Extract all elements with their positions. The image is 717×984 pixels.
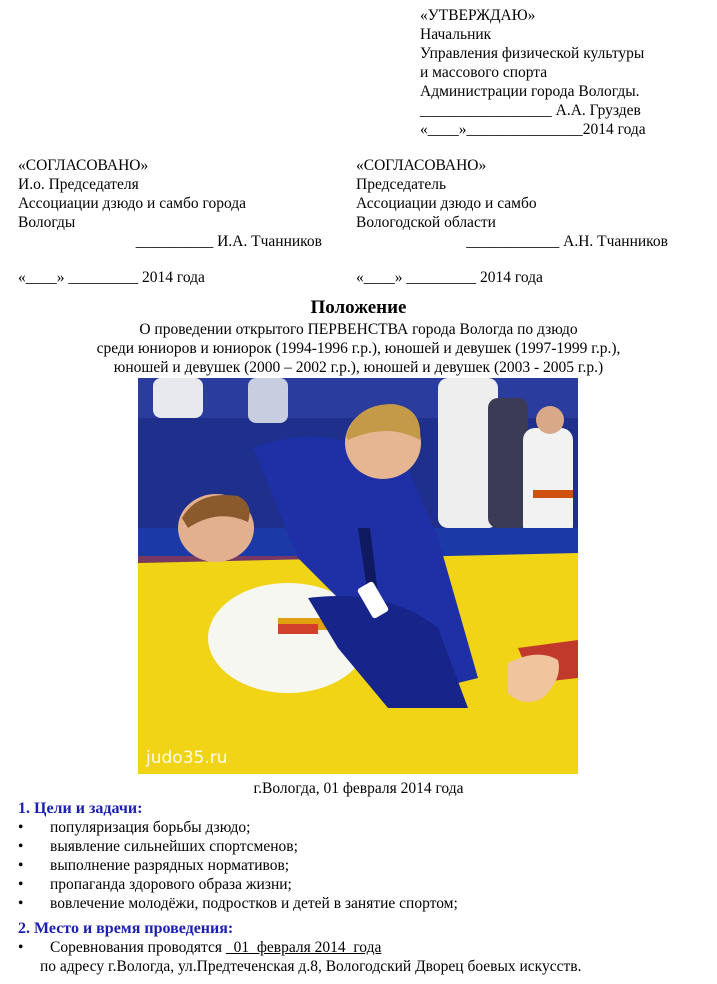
approve-line: Администрации города Вологды. — [420, 83, 640, 100]
agree-left-line: Вологды — [18, 214, 76, 231]
approve-line: Управления физической культуры — [420, 45, 645, 62]
bullet-icon: • — [18, 838, 24, 855]
approve-date: «____»_______________2014 года — [420, 121, 646, 138]
approve-signature: _________________ А.А. Груздев — [420, 102, 641, 119]
agree-right-signature: ____________ А.Н. Тчанников — [466, 233, 668, 250]
agree-right-line: Вологодской области — [356, 214, 496, 231]
bullet-icon: • — [18, 819, 24, 836]
approve-line: «УТВЕРЖДАЮ» — [420, 7, 536, 24]
place-time-list — [18, 938, 708, 957]
list-item — [18, 894, 708, 913]
agree-left-line: Ассоциации дзюдо и самбо города — [18, 195, 247, 212]
section-goals — [18, 799, 708, 913]
agree-right-line: Ассоциации дзюдо и самбо — [356, 195, 537, 212]
approve-line: и массового спорта — [420, 64, 548, 81]
goal-text: выполнение разрядных нормативов; — [50, 857, 290, 874]
bullet-icon: • — [18, 895, 24, 912]
goal-text: выявление сильнейших спортсменов; — [50, 838, 298, 855]
list-item — [18, 875, 708, 894]
competition-date: 01 февраля 2014 года — [225, 939, 382, 956]
agree-left-signature: __________ И.А. Тчанников — [135, 233, 322, 250]
bullet-icon: • — [18, 876, 24, 893]
list-item — [18, 837, 708, 856]
competition-address: по адресу г.Вологда, ул.Предтеченская д.8, Вологодский Дворец боевых искусств. — [40, 958, 582, 975]
goals-list — [18, 818, 708, 913]
agreement-block-left — [18, 156, 322, 251]
section-goals-heading: 1. Цели и задачи: — [18, 800, 143, 817]
approve-line: Начальник — [420, 26, 492, 43]
agree-left-line: «СОГЛАСОВАНО» — [18, 157, 149, 174]
title-block — [0, 296, 717, 377]
judo-photo — [138, 378, 578, 774]
list-item — [18, 818, 708, 837]
goal-text: популяризация борьбы дзюдо; — [50, 819, 251, 836]
list-item — [18, 938, 708, 957]
competition-text: Соревнования проводятся — [50, 939, 222, 956]
agree-right-line: «СОГЛАСОВАНО» — [356, 157, 487, 174]
subtitle-line: среди юниоров и юниорок (1994-1996 г.р.), юношей и девушек (1997-1999 г.р.), — [96, 340, 621, 357]
place-date: г.Вологда, 01 февраля 2014 года — [253, 780, 464, 797]
subtitle-line: юношей и девушек (2000 – 2002 г.р.), юношей и девушек (2003 - 2005 г.р.) — [113, 359, 604, 376]
section-place-time — [18, 919, 708, 976]
agree-left-line: И.о. Председателя — [18, 176, 139, 193]
document-title: Положение — [310, 297, 407, 318]
goal-text: вовлечение молодёжи, подростков и детей в занятие спортом; — [50, 895, 458, 912]
bullet-icon: • — [18, 939, 24, 956]
list-item — [18, 856, 708, 875]
agreement-block-right — [356, 156, 668, 251]
agree-right-line: Председатель — [356, 176, 447, 193]
bullet-icon: • — [18, 857, 24, 874]
judo-illustration — [138, 378, 578, 774]
approval-block — [420, 6, 646, 139]
agree-left-date: «____» _________ 2014 года — [18, 269, 205, 286]
photo-watermark: judo35.ru — [146, 748, 228, 768]
agree-right-date: «____» _________ 2014 года — [356, 269, 543, 286]
goal-text: пропаганда здорового образа жизни; — [50, 876, 292, 893]
subtitle-line: О проведении открытого ПЕРВЕНСТВА города Вологда по дзюдо — [139, 321, 578, 338]
section-place-time-heading: 2. Место и время проведения: — [18, 920, 234, 937]
